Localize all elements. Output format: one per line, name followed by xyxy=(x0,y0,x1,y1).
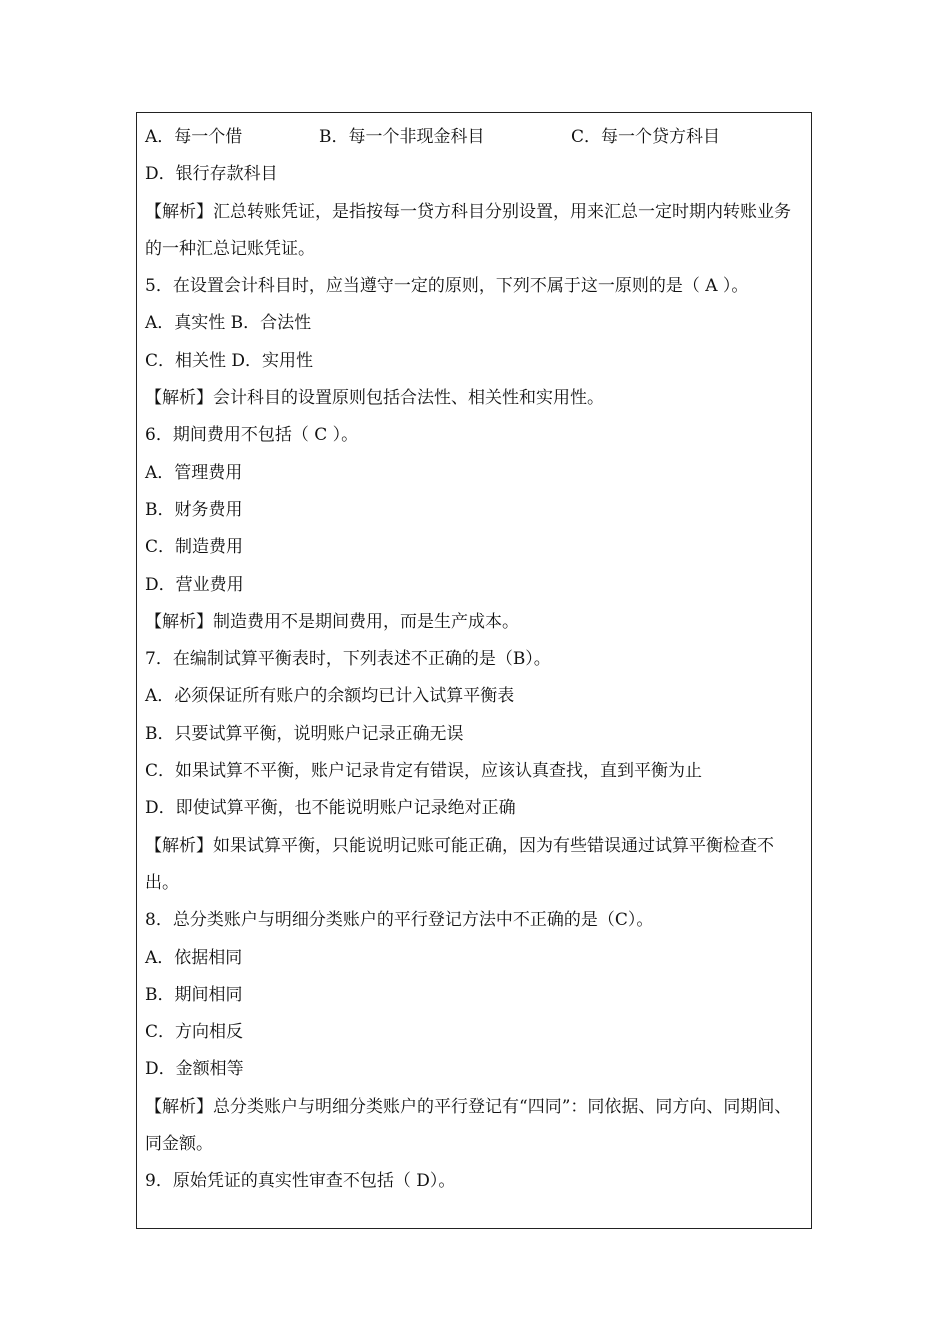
q8-option-a: A．依据相同 xyxy=(145,947,243,968)
q5-options-line-1: A．真实性 B．合法性 xyxy=(145,313,312,334)
q7-option-a: A．必须保证所有账户的余额均已计入试算平衡表 xyxy=(145,686,515,707)
q7-question: 7．在编制试算平衡表时，下列表述不正确的是（B）。 xyxy=(145,649,551,670)
q8-question: 8．总分类账户与明细分类账户的平行登记方法中不正确的是（C）。 xyxy=(145,910,654,931)
q8-option-b: B．期间相同 xyxy=(145,984,243,1005)
q6-analysis: 【解析】制造费用不是期间费用，而是生产成本。 xyxy=(145,611,519,632)
q6-option-c: C．制造费用 xyxy=(145,537,244,558)
q8-option-d: D．金额相等 xyxy=(145,1059,244,1080)
q9-question: 9．原始凭证的真实性审查不包括（ D）。 xyxy=(145,1171,456,1192)
q4-analysis: 【解析】汇总转账凭证，是指按每一贷方科目分别设置，用来汇总一定时期内转账业务的一种汇总记账凭证。 xyxy=(145,201,791,259)
q5-question: 5．在设置会计科目时，应当遵守一定的原则，下列不属于这一原则的是（ A ）。 xyxy=(145,276,749,297)
q8-option-c: C．方向相反 xyxy=(145,1022,244,1043)
q6-option-a: A．管理费用 xyxy=(145,462,243,483)
q6-question: 6．期间费用不包括（ C ）。 xyxy=(145,425,359,446)
q4-option-b: B．每一个非现金科目 xyxy=(319,127,485,147)
q6-option-d: D．营业费用 xyxy=(145,574,244,595)
q4-option-a: A．每一个借 xyxy=(145,127,243,147)
q6-option-b: B．财务费用 xyxy=(145,499,243,520)
q7-option-b: B．只要试算平衡，说明账户记录正确无误 xyxy=(145,723,464,744)
q4-option-c: C．每一个贷方科目 xyxy=(571,127,721,147)
q8-analysis: 【解析】总分类账户与明细分类账户的平行登记有“四同”：同依据、同方向、同期间、同金额。 xyxy=(145,1096,792,1155)
q5-analysis: 【解析】会计科目的设置原则包括合法性、相关性和实用性。 xyxy=(145,388,604,409)
q5-options-line-2: C．相关性 D．实用性 xyxy=(145,350,314,371)
q7-option-d: D．即使试算平衡，也不能说明账户记录绝对正确 xyxy=(145,798,516,819)
question-box xyxy=(136,112,812,1229)
q4-option-row xyxy=(145,119,805,156)
q4-option-d: D．银行存款科目 xyxy=(145,164,278,185)
q7-analysis: 【解析】如果试算平衡，只能说明记账可能正确，因为有些错误通过试算平衡检查不出。 xyxy=(145,835,774,893)
q7-option-c: C．如果试算不平衡，账户记录肯定有错误，应该认真查找，直到平衡为止 xyxy=(145,761,703,782)
question-content xyxy=(145,119,805,1201)
